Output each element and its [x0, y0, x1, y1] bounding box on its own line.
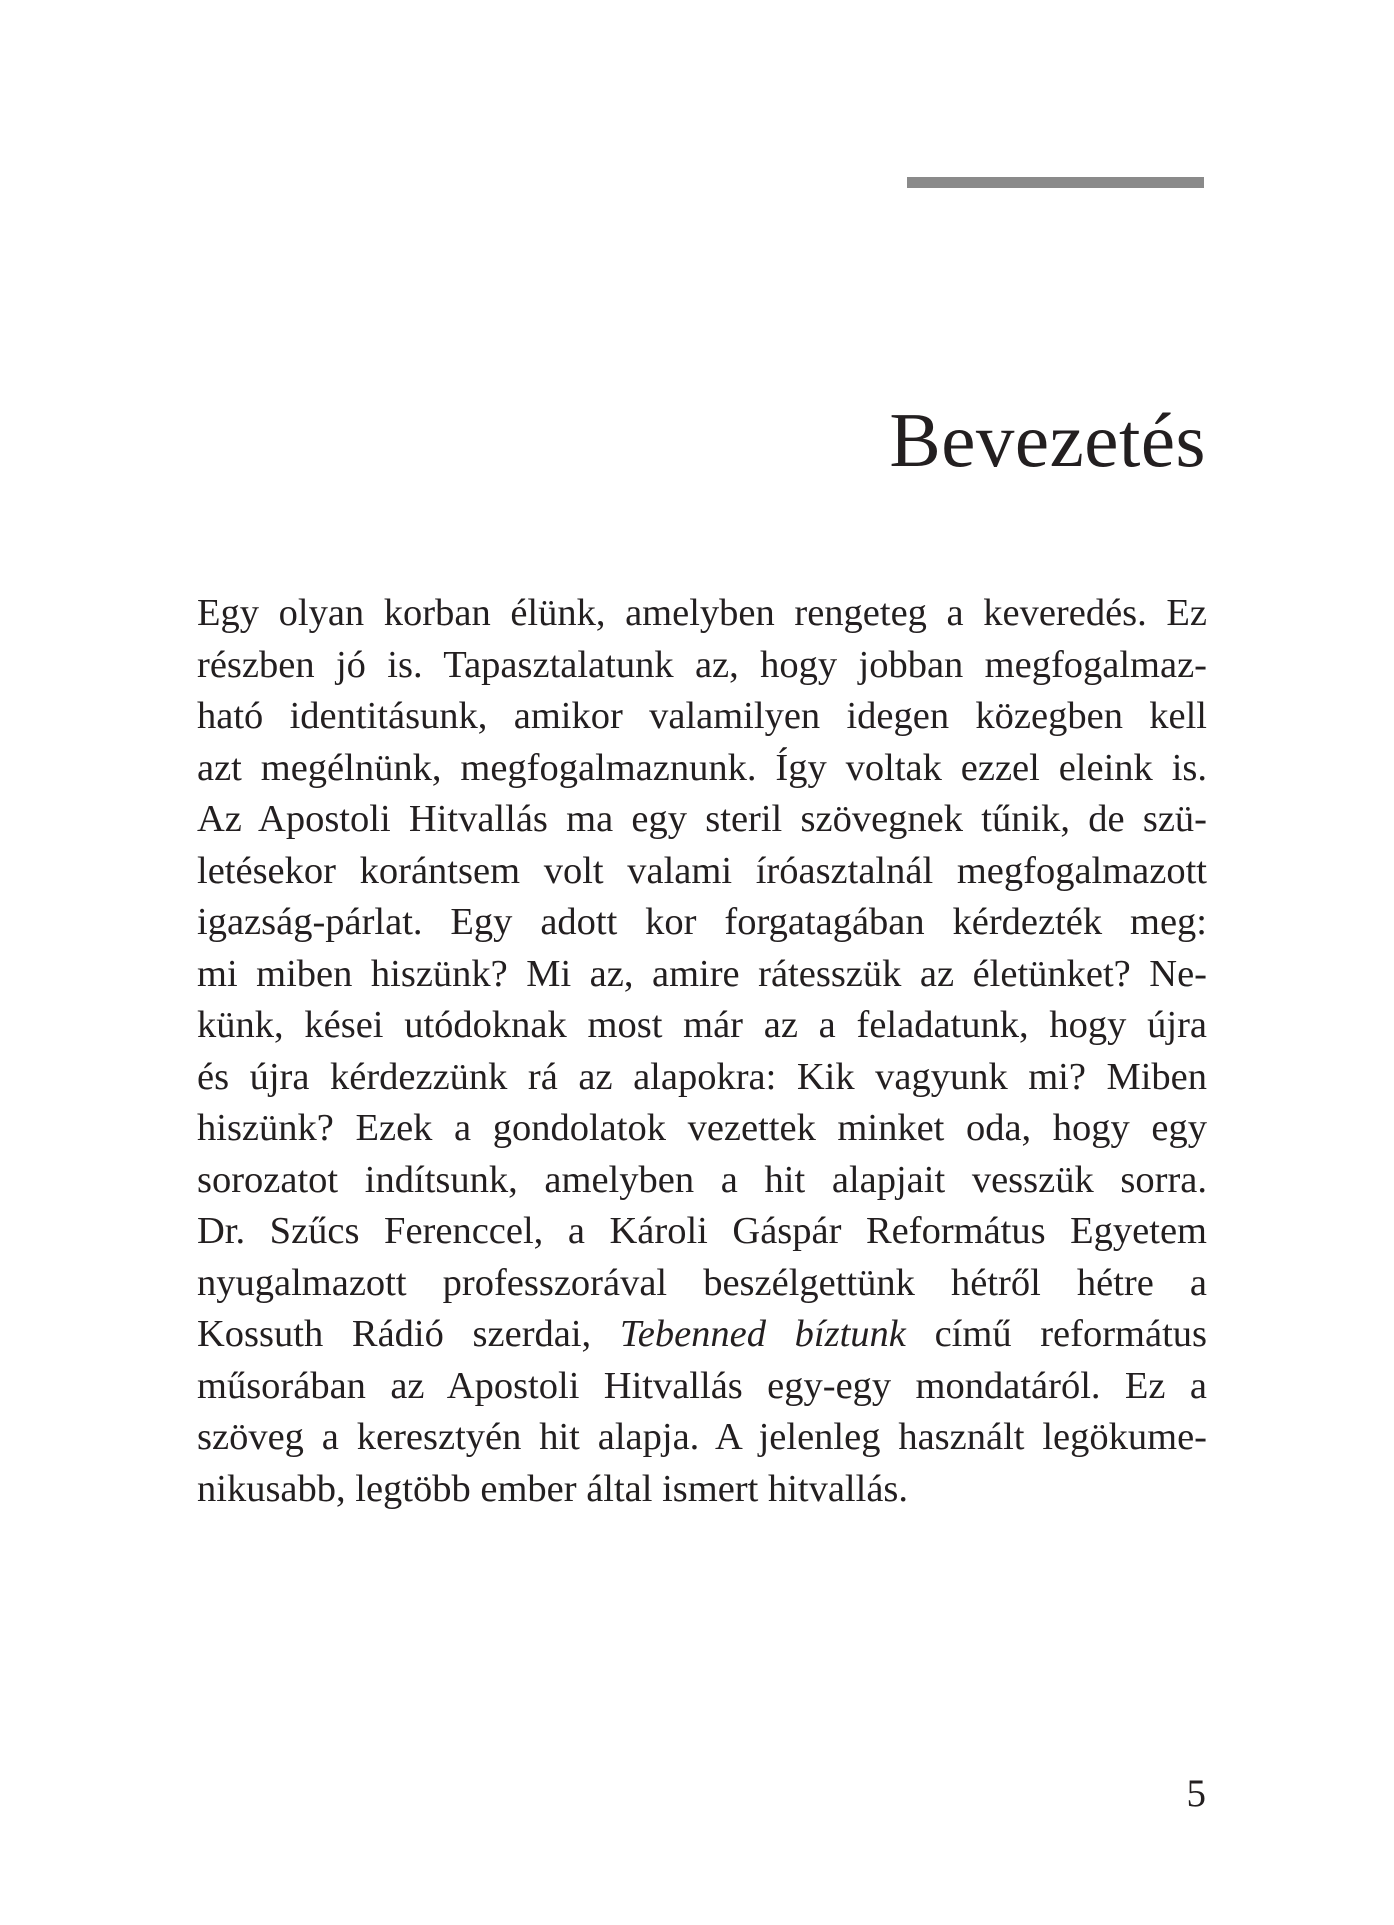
text-line: igazság-párlat. Egy adott kor forgatagában kérdezték meg: — [197, 901, 1207, 943]
text-line: szöveg a keresztyén hit alapja. A jelenleg használt legökume- — [197, 1416, 1207, 1458]
text-segment: Kossuth Rádió szerdai, — [197, 1313, 620, 1355]
text-line: sorozatot indítsunk, amelyben a hit alapjait vesszük sorra. — [197, 1158, 1207, 1201]
text-line: nikusabb, legtöbb ember által ismert hitvallás. — [197, 1467, 909, 1510]
text-line: mi miben hiszünk? Mi az, amire rátesszük az életünket? Ne- — [197, 952, 1207, 995]
text-line-with-title — [197, 1309, 1207, 1361]
text-line: hiszünk? Ezek a gondolatok vezettek minket oda, hogy egy — [197, 1107, 1207, 1149]
text-line: és újra kérdezzünk rá az alapokra: Kik vagyunk mi? Miben — [197, 1055, 1207, 1098]
text-line: Az Apostoli Hitvallás ma egy steril szövegnek tűnik, de szü- — [197, 798, 1207, 840]
page-number: 5 — [1186, 1772, 1206, 1815]
text-line: ható identitásunk, amikor valamilyen idegen közegben kell — [197, 695, 1207, 737]
text-line: Dr. Szűcs Ferenccel, a Károli Gáspár Református Egyetem — [197, 1210, 1207, 1252]
program-title: Tebenned bíztunk — [619, 1313, 906, 1355]
decorative-rule — [907, 177, 1204, 188]
text-line: letésekor korántsem volt valami íróasztalnál megfogalmazott — [197, 849, 1207, 892]
text-line: nyugalmazott professzorával beszélgettünk hétről hétre a — [197, 1261, 1207, 1304]
text-line: Egy olyan korban élünk, amelyben rengeteg a keveredés. Ez — [197, 592, 1207, 634]
chapter-title: Bevezetés — [889, 397, 1206, 483]
text-segment: című református — [905, 1313, 1208, 1355]
text-line: részben jó is. Tapasztalatunk az, hogy jobban megfogalmaz- — [197, 643, 1207, 686]
text-line: azt megélnünk, megfogalmaznunk. Így voltak ezzel eleink is. — [197, 746, 1207, 789]
text-line: künk, kései utódoknak most már az a feladatunk, hogy újra — [197, 1004, 1207, 1046]
body-paragraph — [197, 588, 1207, 1515]
text-line: műsorában az Apostoli Hitvallás egy-egy mondatáról. Ez a — [197, 1364, 1207, 1407]
